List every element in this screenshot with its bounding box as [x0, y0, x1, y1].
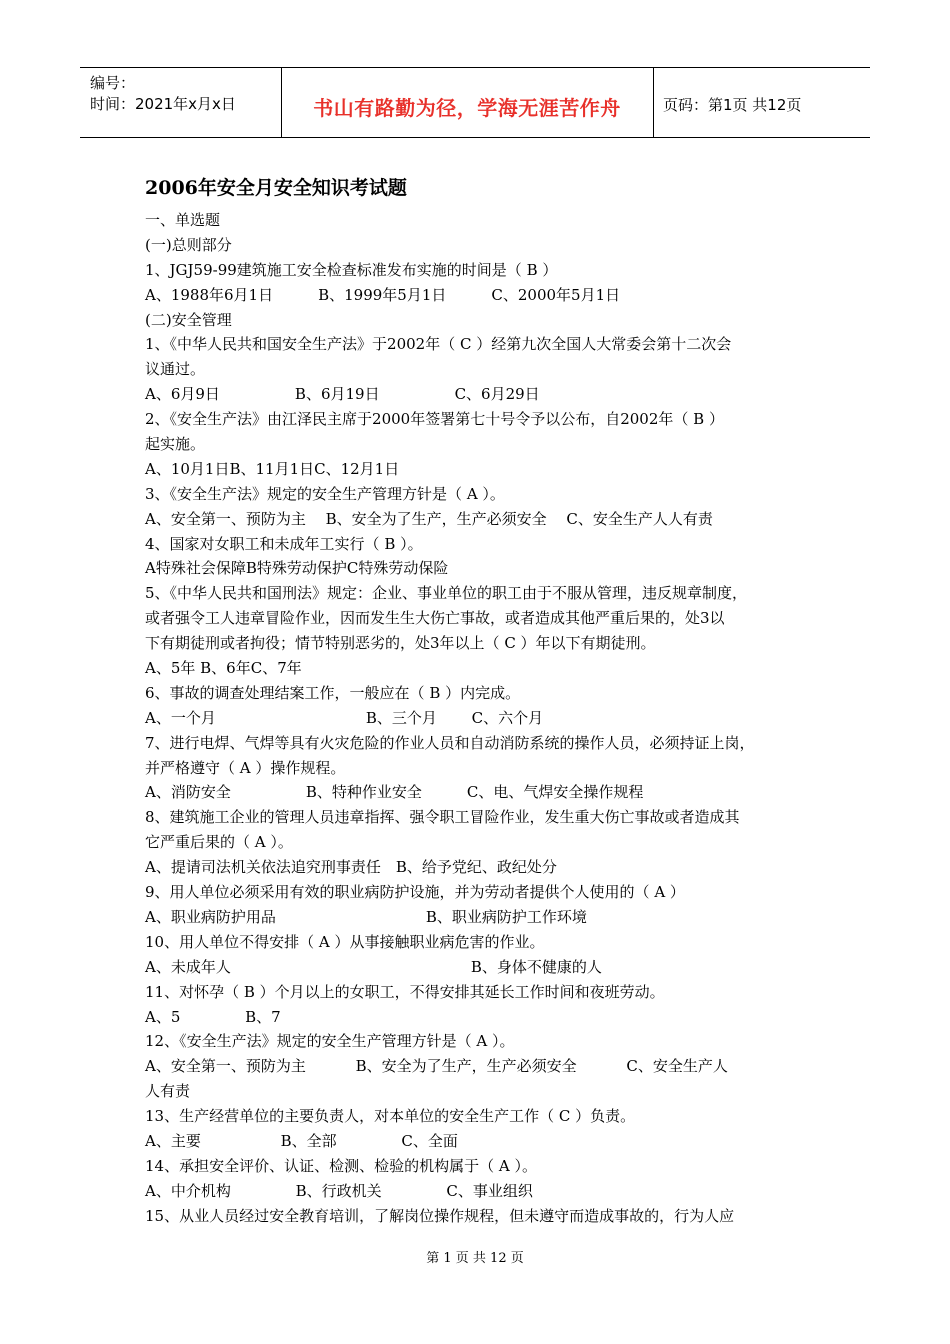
text-line: 15、从业人员经过安全教育培训，了解岗位操作规程，但未遵守而造成事故的，行为人应 [145, 1206, 735, 1225]
header-page-info: 页码：第1页 共12页 [663, 96, 802, 114]
document-body [145, 208, 815, 1229]
text-line: 13、生产经营单位的主要负责人，对本单位的安全生产工作（ C ）负责。 [145, 1107, 636, 1126]
time-label: 时间：2021年x月x日 [90, 95, 236, 113]
text-line: A、5 B、7 [145, 1007, 281, 1026]
text-line: 或者强令工人违章冒险作业，因而发生生大伤亡事故，或者造成其他严重后果的，处3以 [145, 609, 725, 628]
text-line: 起实施。 [145, 435, 206, 454]
text-line: (一)总则部分 [145, 235, 232, 254]
text-line: 9、用人单位必须采用有效的职业病防护设施，并为劳动者提供个人使用的（ A ） [145, 883, 685, 902]
text-line: A、安全第一、预防为主 B、安全为了生产，生产必须安全 C、安全生产人人有责 [145, 509, 713, 528]
text-line: 1、《中华人民共和国安全生产法》于2002年（ C ）经第九次全国人大常委会第十二次会 [145, 335, 732, 354]
text-line: 议通过。 [145, 360, 206, 379]
text-line: 14、承担安全评价、认证、检测、检验的机构属于（ A ）。 [145, 1156, 537, 1175]
text-line: A、消防安全 B、特种作业安全 C、电、气焊安全操作规程 [145, 783, 644, 802]
text-line: 一、单选题 [145, 211, 221, 229]
text-line: 2、《安全生产法》由江泽民主席于2000年签署第七十号令予以公布，自2002年（ B ） [145, 410, 724, 429]
text-line: A特殊社会保障B特殊劳动保护C特殊劳动保险 [145, 559, 449, 578]
text-line: A、1988年6月1日 B、1999年5月1日 C、2000年5月1日 [145, 285, 621, 304]
header-motto: 书山有路勤为径，学海无涯苦作舟 [313, 96, 621, 120]
header-divider [653, 68, 654, 137]
text-line: 1、JGJ59-99建筑施工安全检查标准发布实施的时间是（ B ） [145, 260, 558, 279]
number-label: 编号： [90, 74, 136, 92]
document-title: 2006年安全月安全知识考试题 [145, 177, 407, 199]
text-line: A、10月1日B、11月1日C、12月1日 [145, 459, 400, 478]
text-line: 并严格遵守（ A ）操作规程。 [145, 758, 346, 777]
header-left [90, 73, 236, 115]
text-line: A、中介机构 B、行政机关 C、事业组织 [145, 1181, 533, 1200]
text-line: 下有期徒刑或者拘役；情节特别恶劣的，处3年以上（ C ）年以下有期徒刑。 [145, 634, 656, 653]
text-line: A、未成年人 B、身体不健康的人 [145, 957, 602, 976]
text-line: (二)安全管理 [145, 310, 232, 329]
text-line: 11、对怀孕（ B ）个月以上的女职工，不得安排其延长工作时间和夜班劳动。 [145, 982, 665, 1001]
text-line: 3、《安全生产法》规定的安全生产管理方针是（ A ）。 [145, 484, 505, 503]
text-line: A、主要 B、全部 C、全面 [145, 1131, 458, 1150]
text-line: A、5年 B、6年C、7年 [145, 659, 302, 678]
text-line: 6、事故的调查处理结案工作，一般应在（ B ）内完成。 [145, 683, 521, 702]
text-line: 8、建筑施工企业的管理人员违章指挥、强令职工冒险作业，发生重大伤亡事故或者造成其 [145, 808, 740, 827]
page-footer: 第 1 页 共 12 页 [426, 1251, 524, 1266]
text-line: A、职业病防护用品 B、职业病防护工作环境 [145, 907, 587, 926]
text-line: 人有责 [145, 1082, 191, 1101]
text-line: 4、国家对女职工和未成年工实行（ B ）。 [145, 534, 423, 553]
text-line: 5、《中华人民共和国刑法》规定：企业、事业单位的职工由于不服从管理，违反规章制度， [145, 584, 748, 603]
text-line: A、提请司法机关依法追究刑事责任 B、给予党纪、政纪处分 [145, 858, 557, 877]
text-line: 7、进行电焊、气焊等具有火灾危险的作业人员和自动消防系统的操作人员，必须持证上岗， [145, 733, 755, 752]
text-line: A、6月9日 B、6月19日 C、6月29日 [145, 385, 540, 404]
text-line: A、一个月 B、三个月 C、六个月 [145, 708, 544, 727]
text-line: 10、用人单位不得安排（ A ）从事接触职业病危害的作业。 [145, 932, 545, 951]
text-line: 它严重后果的（ A ）。 [145, 833, 293, 852]
page-header [80, 67, 870, 138]
text-line: A、安全第一、预防为主 B、安全为了生产，生产必须安全 C、安全生产人 [145, 1057, 728, 1076]
text-line: 12、《安全生产法》规定的安全生产管理方针是（ A ）。 [145, 1032, 515, 1051]
